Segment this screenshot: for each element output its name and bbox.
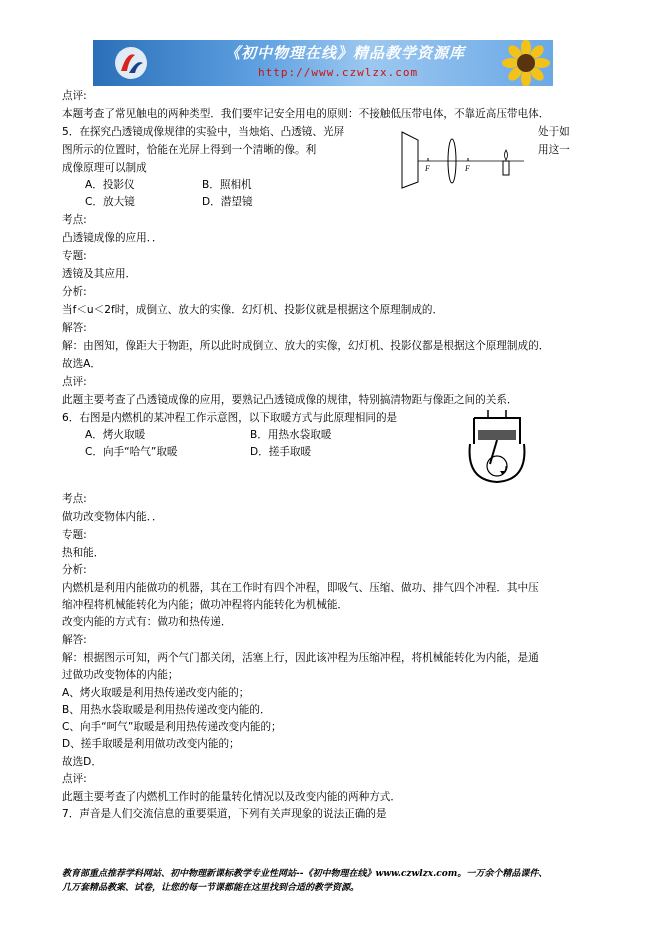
q6-stem: 6．右图是内燃机的某冲程工作示意图，以下取暖方式与此原理相同的是 — [62, 412, 398, 424]
q6-fenxi-line3: 改变内能的方式有：做功和热传递． — [62, 616, 232, 628]
q5-stem-line1: 5．在探究凸透镜成像规律的实验中，当烛焰、凸透镜、光屏 — [62, 126, 345, 138]
q6-dianping-text: 此题主要考查了内燃机工作时的能量转化情况以及改变内能的两种方式． — [62, 791, 401, 803]
q6-fenxi-label: 分析: — [62, 564, 87, 576]
sunflower-icon — [498, 40, 553, 86]
q5-kaodian-text: 凸透镜成像的应用．． — [62, 232, 163, 244]
q5-jieda-label: 解答: — [62, 322, 87, 334]
q6-zhuanti-label: 专题: — [62, 529, 87, 541]
q6-option-a: A．烤火取暖 — [85, 429, 146, 441]
candle-icon — [503, 161, 509, 175]
flame-icon — [505, 150, 508, 160]
q5-stem-right1: 处于如 — [538, 126, 570, 138]
q6-option-b: B．用热水袋取暖 — [250, 429, 332, 441]
q6-option-d: D．搓手取暖 — [250, 446, 312, 458]
q6-jieda-line1: 解：根据图示可知，两个气门都关闭，活塞上行，因此该冲程为压缩冲程，将机械能转化为内能，是通 — [62, 652, 539, 664]
q6-zhuanti-text: 热和能． — [62, 547, 105, 559]
logo-icon — [113, 45, 149, 81]
q7-stem: 7．声音是人们交流信息的重要渠道，下列有关声现象的说法正确的是 — [62, 808, 387, 820]
q5-option-a: A．投影仪 — [85, 179, 135, 191]
q6-jieda-a: A、烤火取暖是利用热传递改变内能的； — [62, 687, 250, 699]
comment-label: 点评: — [62, 90, 87, 102]
q5-option-c: C．放大镜 — [85, 196, 135, 208]
footer-line1: 教育部重点推荐学科网站、初中物理新课标教学专业性网站--《初中物理在线》www.czwlzx.com。一万余个精品课件、 — [62, 869, 548, 879]
q5-dianping-label: 点评: — [62, 376, 87, 388]
q6-answer: 故选D． — [62, 756, 102, 768]
q6-kaodian-text: 做功改变物体内能．． — [62, 511, 163, 523]
q5-stem-line2: 图所示的位置时，恰能在光屏上得到一个清晰的像。利 — [62, 144, 317, 156]
q6-jieda-line2: 过做功改变物体的内能； — [62, 669, 179, 681]
q6-jieda-d: D、搓手取暖是利用做功改变内能的； — [62, 738, 240, 750]
comment-text: 本题考查了常见触电的两种类型．我们要牢记安全用电的原则：不接触低压带电体，不靠近高压带电体． — [62, 108, 550, 120]
banner-url[interactable]: http://www.czwlzx.com — [258, 66, 419, 79]
q5-fenxi-label: 分析: — [62, 286, 87, 298]
q5-option-d: D．潜望镜 — [202, 196, 253, 208]
q6-dianping-label: 点评: — [62, 773, 87, 785]
footer-line2: 几万套精品教案、试卷，让您的每一节课都能在这里找到合适的教学资源。 — [62, 883, 360, 893]
q5-jieda-text: 解：由图知，像距大于物距，所以此时成倒立、放大的实像，幻灯机、投影仪都是根据这个原理制成的． — [62, 340, 550, 352]
q6-option-c: C．向手“哈气”取暖 — [85, 446, 178, 458]
q6-fenxi-line2: 缩冲程将机械能转化为内能；做功冲程将内能转化为机械能． — [62, 599, 349, 611]
engine-cylinder-figure — [462, 408, 532, 486]
lens-experiment-figure — [398, 124, 528, 194]
q5-zhuanti-label: 专题: — [62, 250, 87, 262]
q5-option-b: B．照相机 — [202, 179, 252, 191]
q5-kaodian-label: 考点: — [62, 214, 87, 226]
q5-zhuanti-text: 透镜及其应用． — [62, 268, 137, 280]
q5-answer: 故选A． — [62, 358, 102, 370]
q5-fenxi-text: 当f＜u＜2f时，成倒立、放大的实像．幻灯机、投影仪就是根据这个原理制成的． — [62, 304, 444, 316]
banner-title: 《初中物理在线》精品教学资源库 — [224, 44, 465, 62]
q6-jieda-b: B、用热水袋取暖是利用热传递改变内能的． — [62, 704, 271, 716]
q6-jieda-c: C、向手“呵气”取暖是利用热传递改变内能的； — [62, 721, 282, 733]
q6-jieda-label: 解答: — [62, 634, 87, 646]
focal-label-left: F — [425, 164, 430, 173]
q5-dianping-text: 此题主要考查了凸透镜成像的应用，要熟记凸透镜成像的规律，特别搞清物距与像距之间的关系． — [62, 394, 518, 406]
q5-stem-line3: 成像原理可以制成 — [62, 162, 147, 174]
q5-stem-right2: 用这一 — [538, 144, 570, 156]
header-banner — [93, 40, 553, 86]
q6-kaodian-label: 考点: — [62, 493, 87, 505]
q6-fenxi-line1: 内燃机是利用内能做功的机器，其在工作时有四个冲程，即吸气、压缩、做功、排气四个冲程．其中压 — [62, 582, 539, 594]
focal-label-right: F — [465, 164, 470, 173]
